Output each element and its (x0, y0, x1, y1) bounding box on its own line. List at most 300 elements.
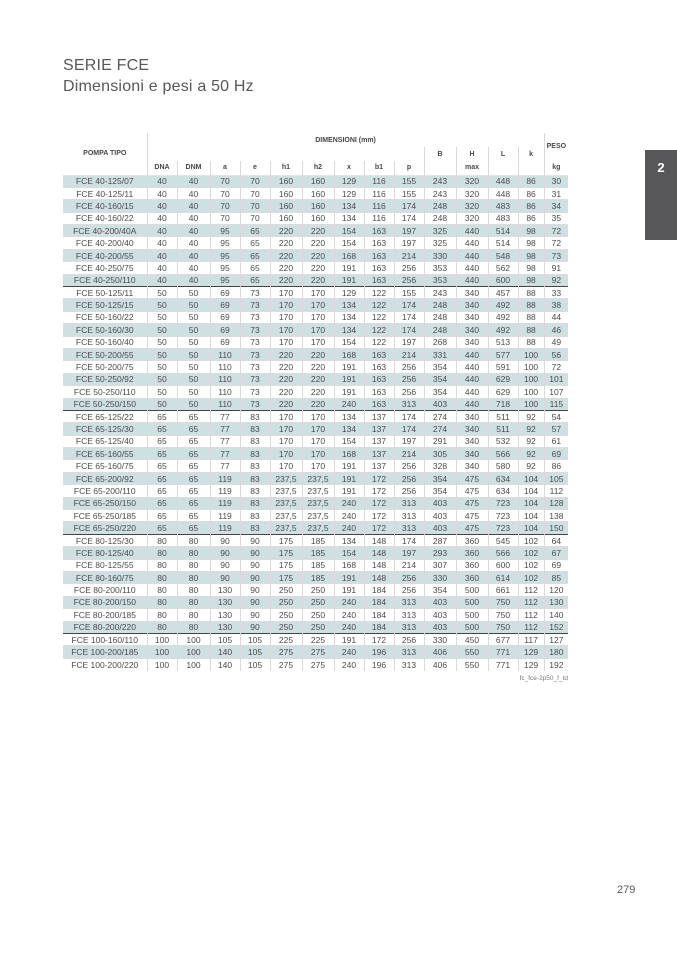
value-cell: 220 (270, 386, 302, 398)
value-cell: 172 (364, 522, 394, 534)
value-cell: 170 (302, 448, 334, 460)
value-cell: 80 (177, 596, 210, 608)
value-cell: 313 (394, 609, 424, 621)
value-cell: 95 (210, 262, 240, 274)
value-cell: 237,5 (270, 497, 302, 509)
pump-type-cell: FCE 40-200/40 (75, 238, 134, 249)
value-cell: 170 (270, 423, 302, 435)
value-cell: 629 (488, 373, 518, 385)
series-title: SERIE FCE (63, 57, 150, 74)
value-cell: 330 (424, 633, 456, 645)
value-cell: 220 (270, 225, 302, 237)
table-row (63, 311, 568, 323)
value-cell: 110 (210, 348, 240, 360)
value-cell: 220 (270, 237, 302, 249)
column-header-k: k (518, 147, 544, 161)
value-cell: 134 (334, 534, 364, 546)
table-row (63, 386, 568, 398)
value-cell: 65 (147, 460, 177, 472)
value-cell: 116 (364, 175, 394, 187)
value-cell: 360 (456, 572, 488, 584)
value-cell: 313 (394, 510, 424, 522)
value-cell: 163 (364, 249, 394, 261)
value-cell: 328 (424, 460, 456, 472)
value-cell: 600 (488, 559, 518, 571)
value-cell: 225 (270, 633, 302, 645)
value-cell: 65 (240, 225, 270, 237)
value-cell: 248 (424, 212, 456, 224)
value-cell: 287 (424, 534, 456, 546)
value-cell: 50 (147, 311, 177, 323)
value-cell: 98 (518, 249, 544, 261)
value-cell: 155 (394, 187, 424, 199)
value-cell: 771 (488, 646, 518, 658)
value-cell: 723 (488, 497, 518, 509)
value-cell: 86 (518, 200, 544, 212)
value-cell: 46 (544, 324, 568, 336)
table-row (63, 336, 568, 348)
value-cell: 256 (394, 472, 424, 484)
value-cell: 163 (364, 386, 394, 398)
value-cell: 33 (544, 287, 568, 299)
value-cell: 148 (364, 547, 394, 559)
pump-type-cell: FCE 40-250/110 (73, 275, 136, 286)
value-cell: 500 (456, 596, 488, 608)
value-cell: 134 (334, 200, 364, 212)
value-cell: 170 (270, 460, 302, 472)
pump-type-cell: FCE 50-125/11 (76, 287, 134, 298)
value-cell: 65 (177, 423, 210, 435)
value-cell: 256 (394, 572, 424, 584)
value-cell: 250 (270, 621, 302, 633)
value-cell: 130 (210, 596, 240, 608)
value-cell: 220 (270, 249, 302, 261)
value-cell: 191 (334, 262, 364, 274)
value-cell: 172 (364, 472, 394, 484)
value-cell: 100 (518, 373, 544, 385)
table-row (63, 175, 568, 187)
column-header-x: x (334, 161, 364, 175)
column-header-e: e (240, 161, 270, 175)
pump-type-cell: FCE 80-160/75 (75, 572, 134, 583)
value-cell: 313 (394, 646, 424, 658)
dimensions-table-container (63, 133, 568, 671)
value-cell: 275 (270, 658, 302, 670)
pump-type-cell: FCE 80-200/150 (73, 597, 136, 608)
value-cell: 185 (302, 547, 334, 559)
value-cell: 174 (394, 311, 424, 323)
value-cell: 138 (544, 510, 568, 522)
value-cell: 492 (488, 299, 518, 311)
value-cell: 340 (456, 410, 488, 422)
value-cell: 65 (147, 423, 177, 435)
value-cell: 65 (147, 497, 177, 509)
value-cell: 40 (147, 200, 177, 212)
value-cell: 73 (240, 348, 270, 360)
pump-type-cell: FCE 50-250/92 (75, 374, 134, 385)
value-cell: 90 (240, 534, 270, 546)
value-cell: 40 (147, 187, 177, 199)
value-cell: 440 (456, 225, 488, 237)
value-cell: 750 (488, 621, 518, 633)
value-cell: 110 (210, 373, 240, 385)
value-cell: 237,5 (302, 510, 334, 522)
value-cell: 98 (518, 237, 544, 249)
value-cell: 116 (364, 187, 394, 199)
table-row (63, 497, 568, 509)
value-cell: 83 (240, 460, 270, 472)
value-cell: 440 (456, 249, 488, 261)
value-cell: 77 (210, 423, 240, 435)
value-cell: 237,5 (270, 485, 302, 497)
value-cell: 170 (270, 287, 302, 299)
pump-type-cell: FCE 65-160/55 (75, 448, 134, 459)
value-cell: 91 (544, 262, 568, 274)
value-cell: 154 (334, 336, 364, 348)
value-cell: 80 (147, 559, 177, 571)
value-cell: 340 (456, 460, 488, 472)
value-cell: 100 (147, 658, 177, 670)
table-row (63, 584, 568, 596)
column-header-h2: h2 (302, 161, 334, 175)
value-cell: 197 (394, 336, 424, 348)
pump-type-cell: FCE 40-160/15 (75, 200, 134, 211)
value-cell: 50 (177, 311, 210, 323)
pump-type-cell: FCE 40-160/22 (75, 213, 134, 224)
value-cell: 72 (544, 361, 568, 373)
value-cell: 65 (177, 472, 210, 484)
table-row (63, 658, 568, 670)
value-cell: 152 (544, 621, 568, 633)
value-cell: 77 (210, 448, 240, 460)
value-cell: 240 (334, 497, 364, 509)
value-cell: 148 (364, 559, 394, 571)
value-cell: 256 (394, 262, 424, 274)
value-cell: 70 (240, 212, 270, 224)
value-cell: 65 (240, 262, 270, 274)
value-cell: 360 (456, 547, 488, 559)
value-cell: 500 (456, 609, 488, 621)
value-cell: 248 (424, 200, 456, 212)
value-cell: 70 (210, 175, 240, 187)
value-cell: 90 (240, 621, 270, 633)
value-cell: 220 (270, 262, 302, 274)
value-cell: 240 (334, 510, 364, 522)
value-cell: 40 (177, 200, 210, 212)
value-cell: 771 (488, 658, 518, 670)
value-cell: 250 (270, 609, 302, 621)
value-cell: 148 (364, 534, 394, 546)
table-row (63, 609, 568, 621)
value-cell: 160 (302, 212, 334, 224)
value-cell: 57 (544, 423, 568, 435)
value-cell: 220 (302, 274, 334, 286)
value-cell: 40 (177, 187, 210, 199)
value-cell: 511 (488, 410, 518, 422)
value-cell: 275 (270, 646, 302, 658)
value-cell: 174 (394, 200, 424, 212)
value-cell: 50 (177, 299, 210, 311)
value-cell: 73 (240, 299, 270, 311)
value-cell: 250 (302, 584, 334, 596)
value-cell: 340 (456, 448, 488, 460)
pump-type-cell: FCE 50-160/30 (75, 324, 134, 335)
value-cell: 50 (147, 373, 177, 385)
value-cell: 440 (456, 361, 488, 373)
value-cell: 256 (394, 386, 424, 398)
value-cell: 88 (518, 311, 544, 323)
value-cell: 360 (456, 559, 488, 571)
value-cell: 196 (364, 646, 394, 658)
value-cell: 457 (488, 287, 518, 299)
value-cell: 440 (456, 237, 488, 249)
value-cell: 122 (364, 324, 394, 336)
value-cell: 50 (147, 361, 177, 373)
value-cell: 69 (210, 299, 240, 311)
value-cell: 256 (394, 373, 424, 385)
value-cell: 331 (424, 348, 456, 360)
value-cell: 191 (334, 460, 364, 472)
value-cell: 320 (456, 200, 488, 212)
value-cell: 160 (270, 175, 302, 187)
table-row (63, 596, 568, 608)
value-cell: 174 (394, 299, 424, 311)
value-cell: 88 (518, 336, 544, 348)
value-cell: 197 (394, 435, 424, 447)
value-cell: 168 (334, 559, 364, 571)
value-cell: 65 (240, 249, 270, 261)
value-cell: 313 (394, 522, 424, 534)
value-cell: 475 (456, 497, 488, 509)
value-cell: 237,5 (270, 472, 302, 484)
value-cell: 137 (364, 423, 394, 435)
value-cell: 354 (424, 386, 456, 398)
value-cell: 90 (240, 547, 270, 559)
column-header-p: p (394, 161, 424, 175)
value-cell: 40 (147, 237, 177, 249)
value-cell: 73 (240, 373, 270, 385)
header-spacer (147, 147, 424, 161)
value-cell: 90 (240, 559, 270, 571)
value-cell: 104 (518, 510, 544, 522)
value-cell: 140 (210, 658, 240, 670)
value-cell: 86 (518, 175, 544, 187)
value-cell: 137 (364, 410, 394, 422)
value-cell: 274 (424, 423, 456, 435)
value-cell: 500 (456, 584, 488, 596)
value-cell: 65 (147, 410, 177, 422)
value-cell: 83 (240, 497, 270, 509)
column-header-DNA: DNA (147, 161, 177, 175)
value-cell: 185 (302, 534, 334, 546)
value-cell: 475 (456, 472, 488, 484)
value-cell: 172 (364, 633, 394, 645)
value-cell: 614 (488, 572, 518, 584)
value-cell: 532 (488, 435, 518, 447)
value-cell: 629 (488, 386, 518, 398)
value-cell: 220 (270, 274, 302, 286)
value-cell: 65 (147, 510, 177, 522)
value-cell: 511 (488, 423, 518, 435)
pump-type-cell: FCE 65-125/40 (75, 436, 134, 447)
value-cell: 548 (488, 249, 518, 261)
value-cell: 65 (147, 472, 177, 484)
value-cell: 65 (147, 522, 177, 534)
value-cell: 192 (544, 658, 568, 670)
value-cell: 197 (394, 225, 424, 237)
value-cell: 723 (488, 510, 518, 522)
table-row (63, 262, 568, 274)
value-cell: 354 (424, 472, 456, 484)
value-cell: 70 (210, 200, 240, 212)
value-cell: 268 (424, 336, 456, 348)
pump-type-cell: FCE 65-250/220 (73, 523, 136, 534)
value-cell: 320 (456, 212, 488, 224)
value-cell: 88 (518, 324, 544, 336)
value-cell: 170 (270, 311, 302, 323)
column-header-a: a (210, 161, 240, 175)
value-cell: 70 (240, 175, 270, 187)
value-cell: 73 (240, 324, 270, 336)
value-cell: 40 (147, 175, 177, 187)
value-cell: 191 (334, 633, 364, 645)
value-cell: 220 (302, 237, 334, 249)
pump-type-cell: FCE 40-200/40A (73, 225, 137, 236)
value-cell: 112 (544, 485, 568, 497)
value-cell: 92 (518, 448, 544, 460)
value-cell: 86 (518, 187, 544, 199)
value-cell: 30 (544, 175, 568, 187)
value-cell: 65 (240, 237, 270, 249)
value-cell: 718 (488, 398, 518, 410)
value-cell: 191 (334, 274, 364, 286)
value-cell: 293 (424, 547, 456, 559)
value-cell: 134 (334, 324, 364, 336)
value-cell: 73 (240, 336, 270, 348)
value-cell: 240 (334, 522, 364, 534)
value-cell: 80 (147, 621, 177, 633)
value-cell: 116 (364, 200, 394, 212)
value-cell: 102 (518, 572, 544, 584)
value-cell: 600 (488, 274, 518, 286)
value-cell: 320 (456, 187, 488, 199)
value-cell: 83 (240, 423, 270, 435)
value-cell: 237,5 (302, 497, 334, 509)
value-cell: 86 (518, 212, 544, 224)
value-cell: 95 (210, 237, 240, 249)
pump-type-cell: FCE 80-200/185 (73, 609, 136, 620)
value-cell: 112 (518, 584, 544, 596)
value-cell: 104 (518, 497, 544, 509)
value-cell: 122 (364, 299, 394, 311)
value-cell: 274 (424, 410, 456, 422)
value-cell: 129 (518, 646, 544, 658)
value-cell: 77 (210, 410, 240, 422)
value-cell: 353 (424, 274, 456, 286)
value-cell: 723 (488, 522, 518, 534)
value-cell: 83 (240, 410, 270, 422)
value-cell: 225 (302, 633, 334, 645)
pump-type-cell: FCE 65-200/92 (75, 473, 134, 484)
value-cell: 85 (544, 572, 568, 584)
value-cell: 65 (177, 497, 210, 509)
value-cell: 44 (544, 311, 568, 323)
value-cell: 170 (302, 299, 334, 311)
value-cell: 80 (177, 584, 210, 596)
value-cell: 92 (518, 410, 544, 422)
value-cell: 65 (177, 460, 210, 472)
value-cell: 137 (364, 435, 394, 447)
value-cell: 184 (364, 596, 394, 608)
value-cell: 35 (544, 212, 568, 224)
value-cell: 129 (334, 187, 364, 199)
value-cell: 98 (518, 274, 544, 286)
value-cell: 69 (210, 287, 240, 299)
table-row (63, 299, 568, 311)
value-cell: 448 (488, 187, 518, 199)
value-cell: 163 (364, 398, 394, 410)
value-cell: 170 (302, 423, 334, 435)
value-cell: 163 (364, 361, 394, 373)
value-cell: 155 (394, 287, 424, 299)
value-cell: 50 (177, 373, 210, 385)
value-cell: 513 (488, 336, 518, 348)
column-header-L: L (488, 147, 518, 161)
value-cell: 440 (456, 262, 488, 274)
table-row (63, 559, 568, 571)
value-cell: 220 (302, 398, 334, 410)
value-cell: 170 (270, 336, 302, 348)
value-cell: 98 (518, 225, 544, 237)
column-header-k-sub (518, 161, 544, 175)
pump-type-cell: FCE 80-200/110 (73, 585, 136, 596)
table-row (63, 410, 568, 422)
value-cell: 130 (210, 621, 240, 633)
value-cell: 105 (240, 646, 270, 658)
value-cell: 191 (334, 361, 364, 373)
value-cell: 163 (364, 262, 394, 274)
table-row (63, 324, 568, 336)
page-number: 279 (617, 884, 636, 896)
value-cell: 64 (544, 534, 568, 546)
value-cell: 168 (334, 348, 364, 360)
value-cell: 90 (210, 572, 240, 584)
value-cell: 275 (302, 658, 334, 670)
value-cell: 140 (210, 646, 240, 658)
table-header (63, 133, 568, 175)
value-cell: 250 (270, 596, 302, 608)
value-cell: 154 (334, 237, 364, 249)
value-cell: 170 (302, 324, 334, 336)
value-cell: 240 (334, 596, 364, 608)
table-row (63, 435, 568, 447)
value-cell: 248 (424, 311, 456, 323)
value-cell: 69 (210, 311, 240, 323)
value-cell: 65 (177, 435, 210, 447)
value-cell: 220 (302, 348, 334, 360)
value-cell: 237,5 (302, 485, 334, 497)
pump-type-cell: FCE 100-200/185 (71, 647, 139, 658)
value-cell: 90 (240, 596, 270, 608)
value-cell: 214 (394, 559, 424, 571)
value-cell: 492 (488, 311, 518, 323)
value-cell: 155 (394, 175, 424, 187)
value-cell: 95 (210, 274, 240, 286)
value-cell: 185 (302, 559, 334, 571)
column-header-H-max: max (456, 161, 488, 175)
value-cell: 163 (364, 225, 394, 237)
pump-type-cell: FCE 40-250/75 (75, 262, 134, 273)
